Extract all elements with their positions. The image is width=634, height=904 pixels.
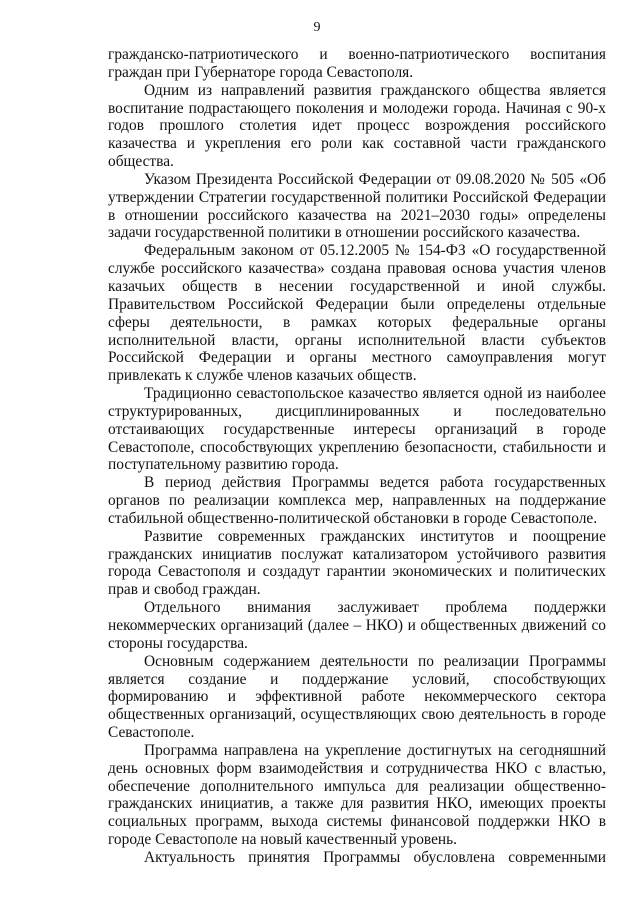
paragraph-civil-society: Одним из направлений развития гражданского общества является воспитание подрастающего поколения и молодежи города. Начиная с 90-х годов прошлого столетия идет процесс возрождения российского казачества и укрепления его роли как составной части гражданского общества. xyxy=(108,81,606,171)
paragraph-civil-institutions: Развитие современных гражданских институтов и поощрение гражданских инициатив послужат катализатором устойчивого развития города Севастополя и создадут гарантии экономических и политических прав и свобод граждан. xyxy=(108,527,606,599)
body-text xyxy=(108,46,606,867)
paragraph-relevance: Актуальность принятия Программы обусловлена современными xyxy=(144,848,606,866)
page-number: 9 xyxy=(313,20,321,35)
paragraph-presidential-decree: Указом Президента Российской Федерации от 09.08.2020 № 505 «Об утверждении Стратегии государственной политики Российской Федерации в отношении российского казачества на 2021–2030 годы» определены задачи государственной политики в отношении российского казачества. xyxy=(108,170,606,242)
paragraph-nko-support: Отдельного внимания заслуживает проблема поддержки некоммерческих организаций (далее – НКО) и общественных движений со стороны государства. xyxy=(108,599,606,652)
paragraph-program-period: В период действия Программы ведется работа государственных органов по реализации комплекса мер, направленных на поддержание стабильной общественно-политической обстановки в городе Севастополе. xyxy=(108,474,606,527)
paragraph-continuation: гражданско-патриотического и военно-патриотического воспитания граждан при Губернаторе города Севастополя. xyxy=(108,46,606,81)
paragraph-sevastopol-cossacks: Традиционно севастопольское казачество является одной из наиболее структурированных, дисциплинированных и последовательно отстаивающих государственные интересы организаций в городе Севастополе, способствующих укреплению безопасности, стабильности и поступательному развитию города. xyxy=(108,385,606,474)
paragraph-federal-law: Федеральным законом от 05.12.2005 № 154-ФЗ «О государственной службе российского казачества» создана правовая основа участия членов казачьих обществ в несении государственной и иной службы. Правительством Российской Федерации были определены отдельные сферы деятельности, в рамках которых федеральные органы исполнительной власти, органы исполнительной власти субъектов Российской Федерации и органы местного самоуправления могут привлекать к службе членов казачьих обществ. xyxy=(108,242,606,385)
paragraph-program-content: Основным содержанием деятельности по реализации Программы является создание и поддержание условий, способствующих формированию и эффективной работе некоммерческого сектора общественных организаций, осуществляющих свою деятельность в городе Севастополе. xyxy=(108,652,606,742)
paragraph-program-aim: Программа направлена на укрепление достигнутых на сегодняшний день основных форм взаимодействия и сотрудничества НКО с властью, обеспечение дополнительного импульса для реализации общественно-гражданских инициатив, а также для развития НКО, имеющих проекты социальных программ, выхода системы финансовой поддержки НКО в городе Севастополе на новый качественный уровень. xyxy=(108,741,606,849)
